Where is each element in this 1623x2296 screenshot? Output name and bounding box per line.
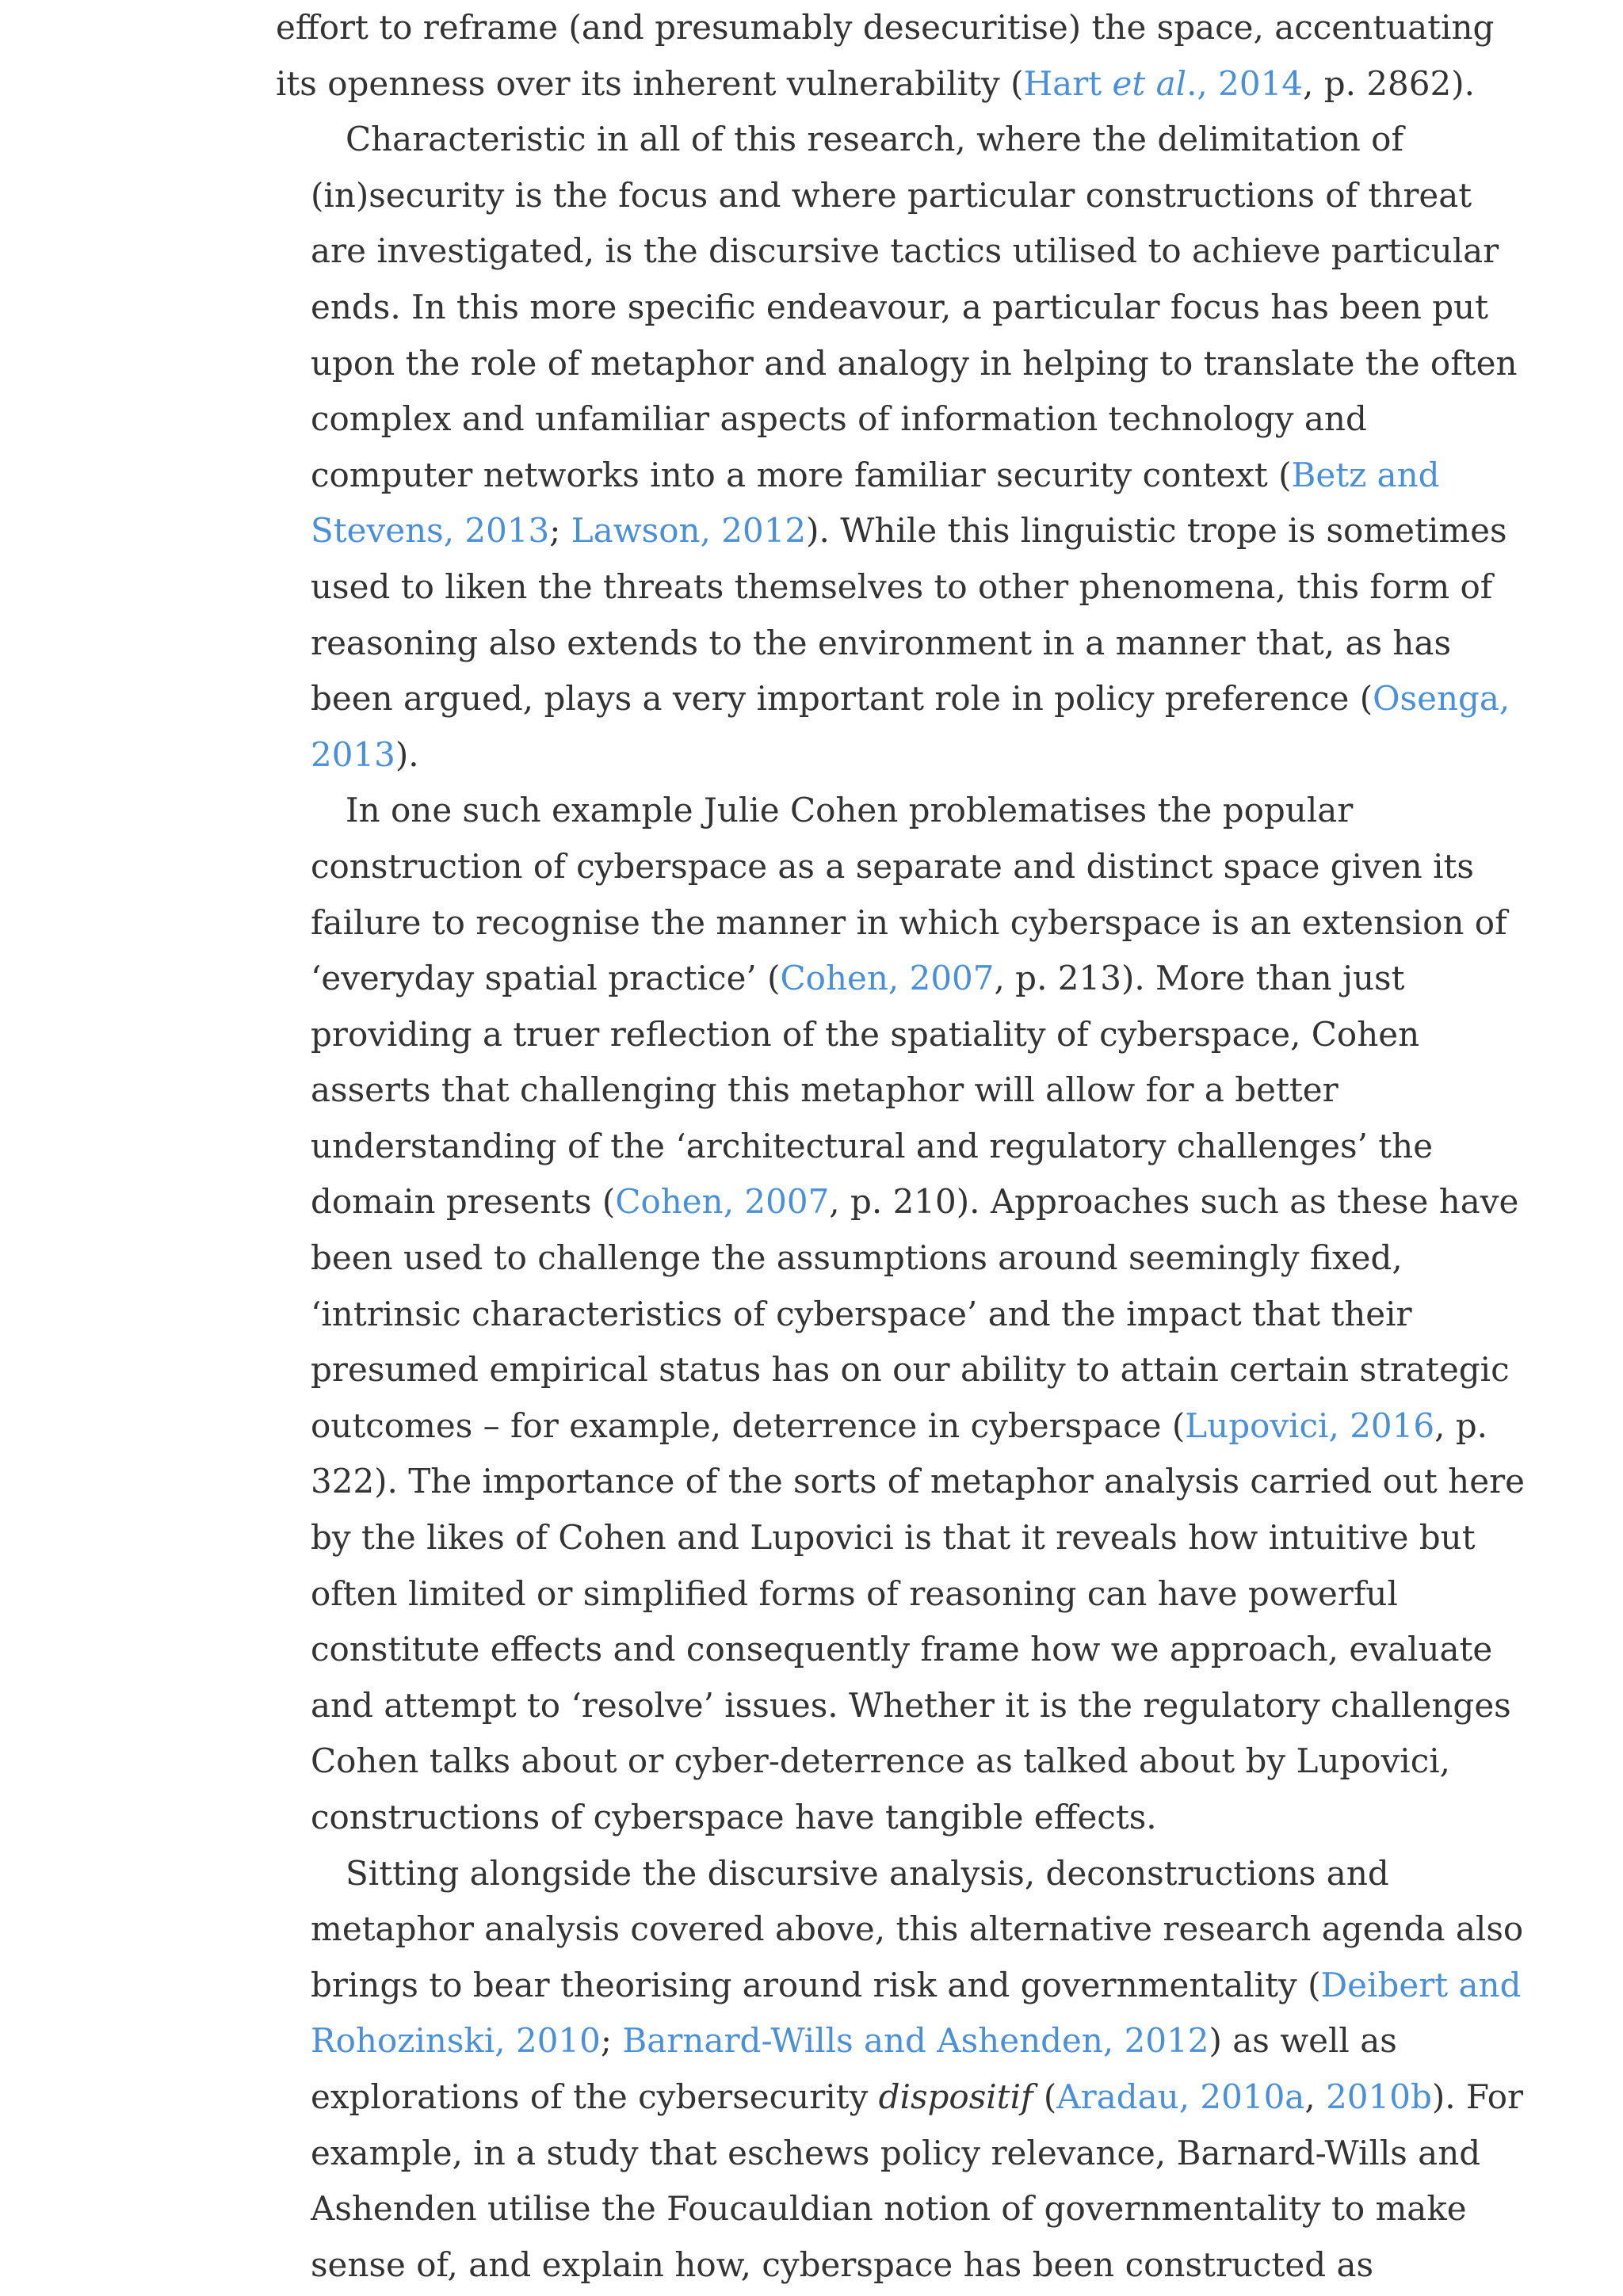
- text-segment: and attempt to ‘resolve’ issues. Whether it is the regulatory challenges: [311, 1685, 1511, 1725]
- text-segment: , p. 2862).: [1303, 63, 1475, 103]
- text-segment: Characteristic in all of this research, where the delimitation of: [346, 120, 1403, 159]
- citation-link[interactable]: 2010b: [1326, 2077, 1432, 2116]
- text-segment: , p. 213). More than just: [994, 959, 1405, 998]
- text-line: [276, 2181, 1467, 2237]
- text-line: [276, 1454, 1525, 1510]
- citation-link[interactable]: Lawson, 2012: [571, 511, 807, 551]
- citation-link[interactable]: 2013: [311, 734, 395, 774]
- text-segment: , p. 210). Approaches such as these have: [829, 1182, 1519, 1222]
- text-segment: metaphor analysis covered above, this alternative research agenda also: [311, 1909, 1524, 1949]
- text-line: [276, 56, 1475, 113]
- paragraph: [276, 112, 1518, 783]
- text-segment: (in)security is the focus and where particular constructions of threat: [311, 175, 1472, 215]
- text-line: [276, 727, 1401, 784]
- text-line: [276, 112, 1401, 168]
- citation-link[interactable]: Betz and: [1291, 455, 1440, 494]
- text-line: [276, 1678, 1511, 1734]
- text-line: [276, 503, 1507, 559]
- text-line: [276, 448, 1440, 504]
- text-line: [276, 168, 1472, 224]
- text-line: [276, 2237, 1401, 2294]
- text-segment: outcomes – for example, deterrence in cyberspace (: [311, 1405, 1186, 1445]
- text-segment: constructions of cyberspace have tangible effects.: [311, 1798, 1157, 1836]
- text-segment: by the likes of Cohen and Lupovici is that it reveals how intuitive but: [311, 1518, 1476, 1558]
- text-line: [276, 1846, 1401, 1902]
- text-segment: computer networks into a more familiar security context (: [311, 455, 1292, 494]
- citation-link[interactable]: Barnard-Wills and Ashenden, 2012: [622, 2021, 1209, 2061]
- citation-link[interactable]: Deibert and: [1320, 1965, 1522, 2004]
- text-segment: constitute effects and consequently frame how we approach, evaluate: [311, 1630, 1493, 1669]
- text-segment: used to liken the threats themselves to other phenomena, this form of: [311, 566, 1493, 606]
- text-line: [276, 223, 1499, 280]
- citation-link[interactable]: [1113, 64, 1187, 103]
- citation-link[interactable]: Cohen, 2007: [780, 959, 995, 998]
- text-line: [276, 280, 1489, 336]
- text-segment: ,: [1304, 2077, 1327, 2116]
- text-segment: complex and unfamiliar aspects of information technology and: [311, 399, 1367, 439]
- italic-term: dispositif: [878, 2077, 1033, 2116]
- text-segment: , p.: [1434, 1405, 1488, 1445]
- article-body: [276, 0, 1525, 2293]
- text-segment: ) as well as: [1209, 2021, 1397, 2061]
- text-line: [276, 783, 1401, 839]
- text-line: [276, 1007, 1420, 1063]
- text-line: [276, 0, 1495, 56]
- citation-link[interactable]: Rohozinski, 2010: [311, 2021, 601, 2061]
- citation-link[interactable]: Aradau, 2010a: [1056, 2077, 1305, 2116]
- text-line: [276, 1230, 1401, 1287]
- text-segment: Cohen talks about or cyber-deterrence as talked about by Lupovici,: [311, 1741, 1451, 1781]
- text-line: [276, 839, 1474, 895]
- text-segment: ).: [395, 734, 419, 774]
- text-segment: been argued, plays a very important role in policy preference (: [311, 679, 1373, 719]
- text-segment: are investigated, is the discursive tactics utilised to achieve particular: [311, 231, 1499, 271]
- citation-link[interactable]: Osenga,: [1373, 679, 1510, 719]
- citation-link[interactable]: Cohen, 2007: [615, 1182, 830, 1222]
- text-segment: ;: [549, 511, 571, 551]
- text-segment: failure to recognise the manner in which cyberspace is an extension of: [311, 902, 1507, 942]
- text-line: [276, 1790, 1401, 1846]
- text-segment: presumed empirical status has on our ability to attain certain strategic: [311, 1350, 1510, 1390]
- text-line: [276, 1287, 1412, 1343]
- text-segment: asserts that challenging this metaphor will allow for a better: [311, 1070, 1338, 1110]
- citation-link[interactable]: Lupovici, 2016: [1185, 1405, 1435, 1445]
- text-segment: understanding of the ‘architectural and regulatory challenges’ the: [311, 1126, 1434, 1165]
- text-line: [276, 671, 1510, 727]
- text-line: [276, 1119, 1434, 1175]
- text-segment: brings to bear theorising around risk and governmentality (: [311, 1965, 1321, 2004]
- text-line: [276, 2069, 1524, 2126]
- citation-link[interactable]: Stevens, 2013: [311, 511, 550, 551]
- text-segment: often limited or simplified forms of reasoning can have powerful: [311, 1573, 1398, 1613]
- text-line: [276, 1062, 1401, 1119]
- text-line: [276, 2013, 1401, 2069]
- text-line: [276, 616, 1452, 672]
- text-segment: In one such example Julie Cohen problematises the popular: [346, 791, 1354, 830]
- text-segment: construction of cyberspace as a separate and distinct space given its: [311, 846, 1474, 886]
- text-segment: example, in a study that eschews policy relevance, Barnard-Wills and: [311, 2133, 1481, 2172]
- text-segment: ‘intrinsic characteristics of cyberspace’ and the impact that their: [311, 1294, 1412, 1333]
- text-line: [276, 1733, 1451, 1790]
- text-segment: explorations of the cybersecurity: [311, 2077, 879, 2116]
- text-line: [276, 895, 1507, 952]
- text-segment: upon the role of metaphor and analogy in helping to translate the often: [311, 343, 1518, 383]
- paragraph: [276, 0, 1495, 112]
- text-segment: reasoning also extends to the environment in a manner that, as has: [311, 623, 1452, 662]
- text-line: [276, 1901, 1524, 1958]
- text-segment: sense of, and explain how, cyberspace has been constructed as: [311, 2245, 1374, 2284]
- text-segment: Sitting alongside the discursive analysis, deconstructions and: [346, 1853, 1389, 1893]
- text-segment: 322). The importance of the sorts of metaphor analysis carried out here: [311, 1462, 1525, 1501]
- text-line: [276, 1174, 1519, 1230]
- text-segment: Ashenden utilise the Foucauldian notion of governmentality to make: [311, 2189, 1467, 2229]
- text-line: [276, 336, 1518, 392]
- text-line: [276, 2126, 1481, 2182]
- text-segment: ). While this linguistic trope is sometimes: [806, 511, 1507, 551]
- text-line: [276, 559, 1493, 616]
- text-line: [276, 1398, 1488, 1455]
- text-segment: effort to reframe (and presumably desecuritise) the space, accentuating: [276, 8, 1495, 47]
- text-segment: domain presents (: [311, 1182, 616, 1222]
- text-line: [276, 1958, 1522, 2014]
- text-segment: ;: [600, 2021, 623, 2061]
- citation-link[interactable]: Hart: [1023, 63, 1113, 103]
- text-line: [276, 391, 1401, 448]
- paragraph: [276, 1846, 1524, 2294]
- text-segment: providing a truer reflection of the spatiality of cyberspace, Cohen: [311, 1014, 1420, 1054]
- text-segment: (: [1033, 2077, 1057, 2116]
- text-segment: its openness over its inherent vulnerability (: [276, 63, 1024, 103]
- text-segment: ). For: [1431, 2077, 1524, 2116]
- text-line: [276, 1510, 1476, 1566]
- text-line: [276, 951, 1405, 1007]
- text-segment: ‘everyday spatial practice’ (: [311, 959, 781, 998]
- citation-italic: et al: [1112, 63, 1187, 103]
- text-line: [276, 1622, 1493, 1678]
- text-line: [276, 1566, 1401, 1623]
- text-line: [276, 1342, 1510, 1398]
- paragraph: [276, 783, 1525, 1845]
- text-segment: ends. In this more specific endeavour, a particular focus has been put: [311, 287, 1489, 326]
- citation-link[interactable]: ., 2014: [1186, 63, 1304, 103]
- text-segment: been used to challenge the assumptions around seemingly fixed,: [311, 1238, 1403, 1278]
